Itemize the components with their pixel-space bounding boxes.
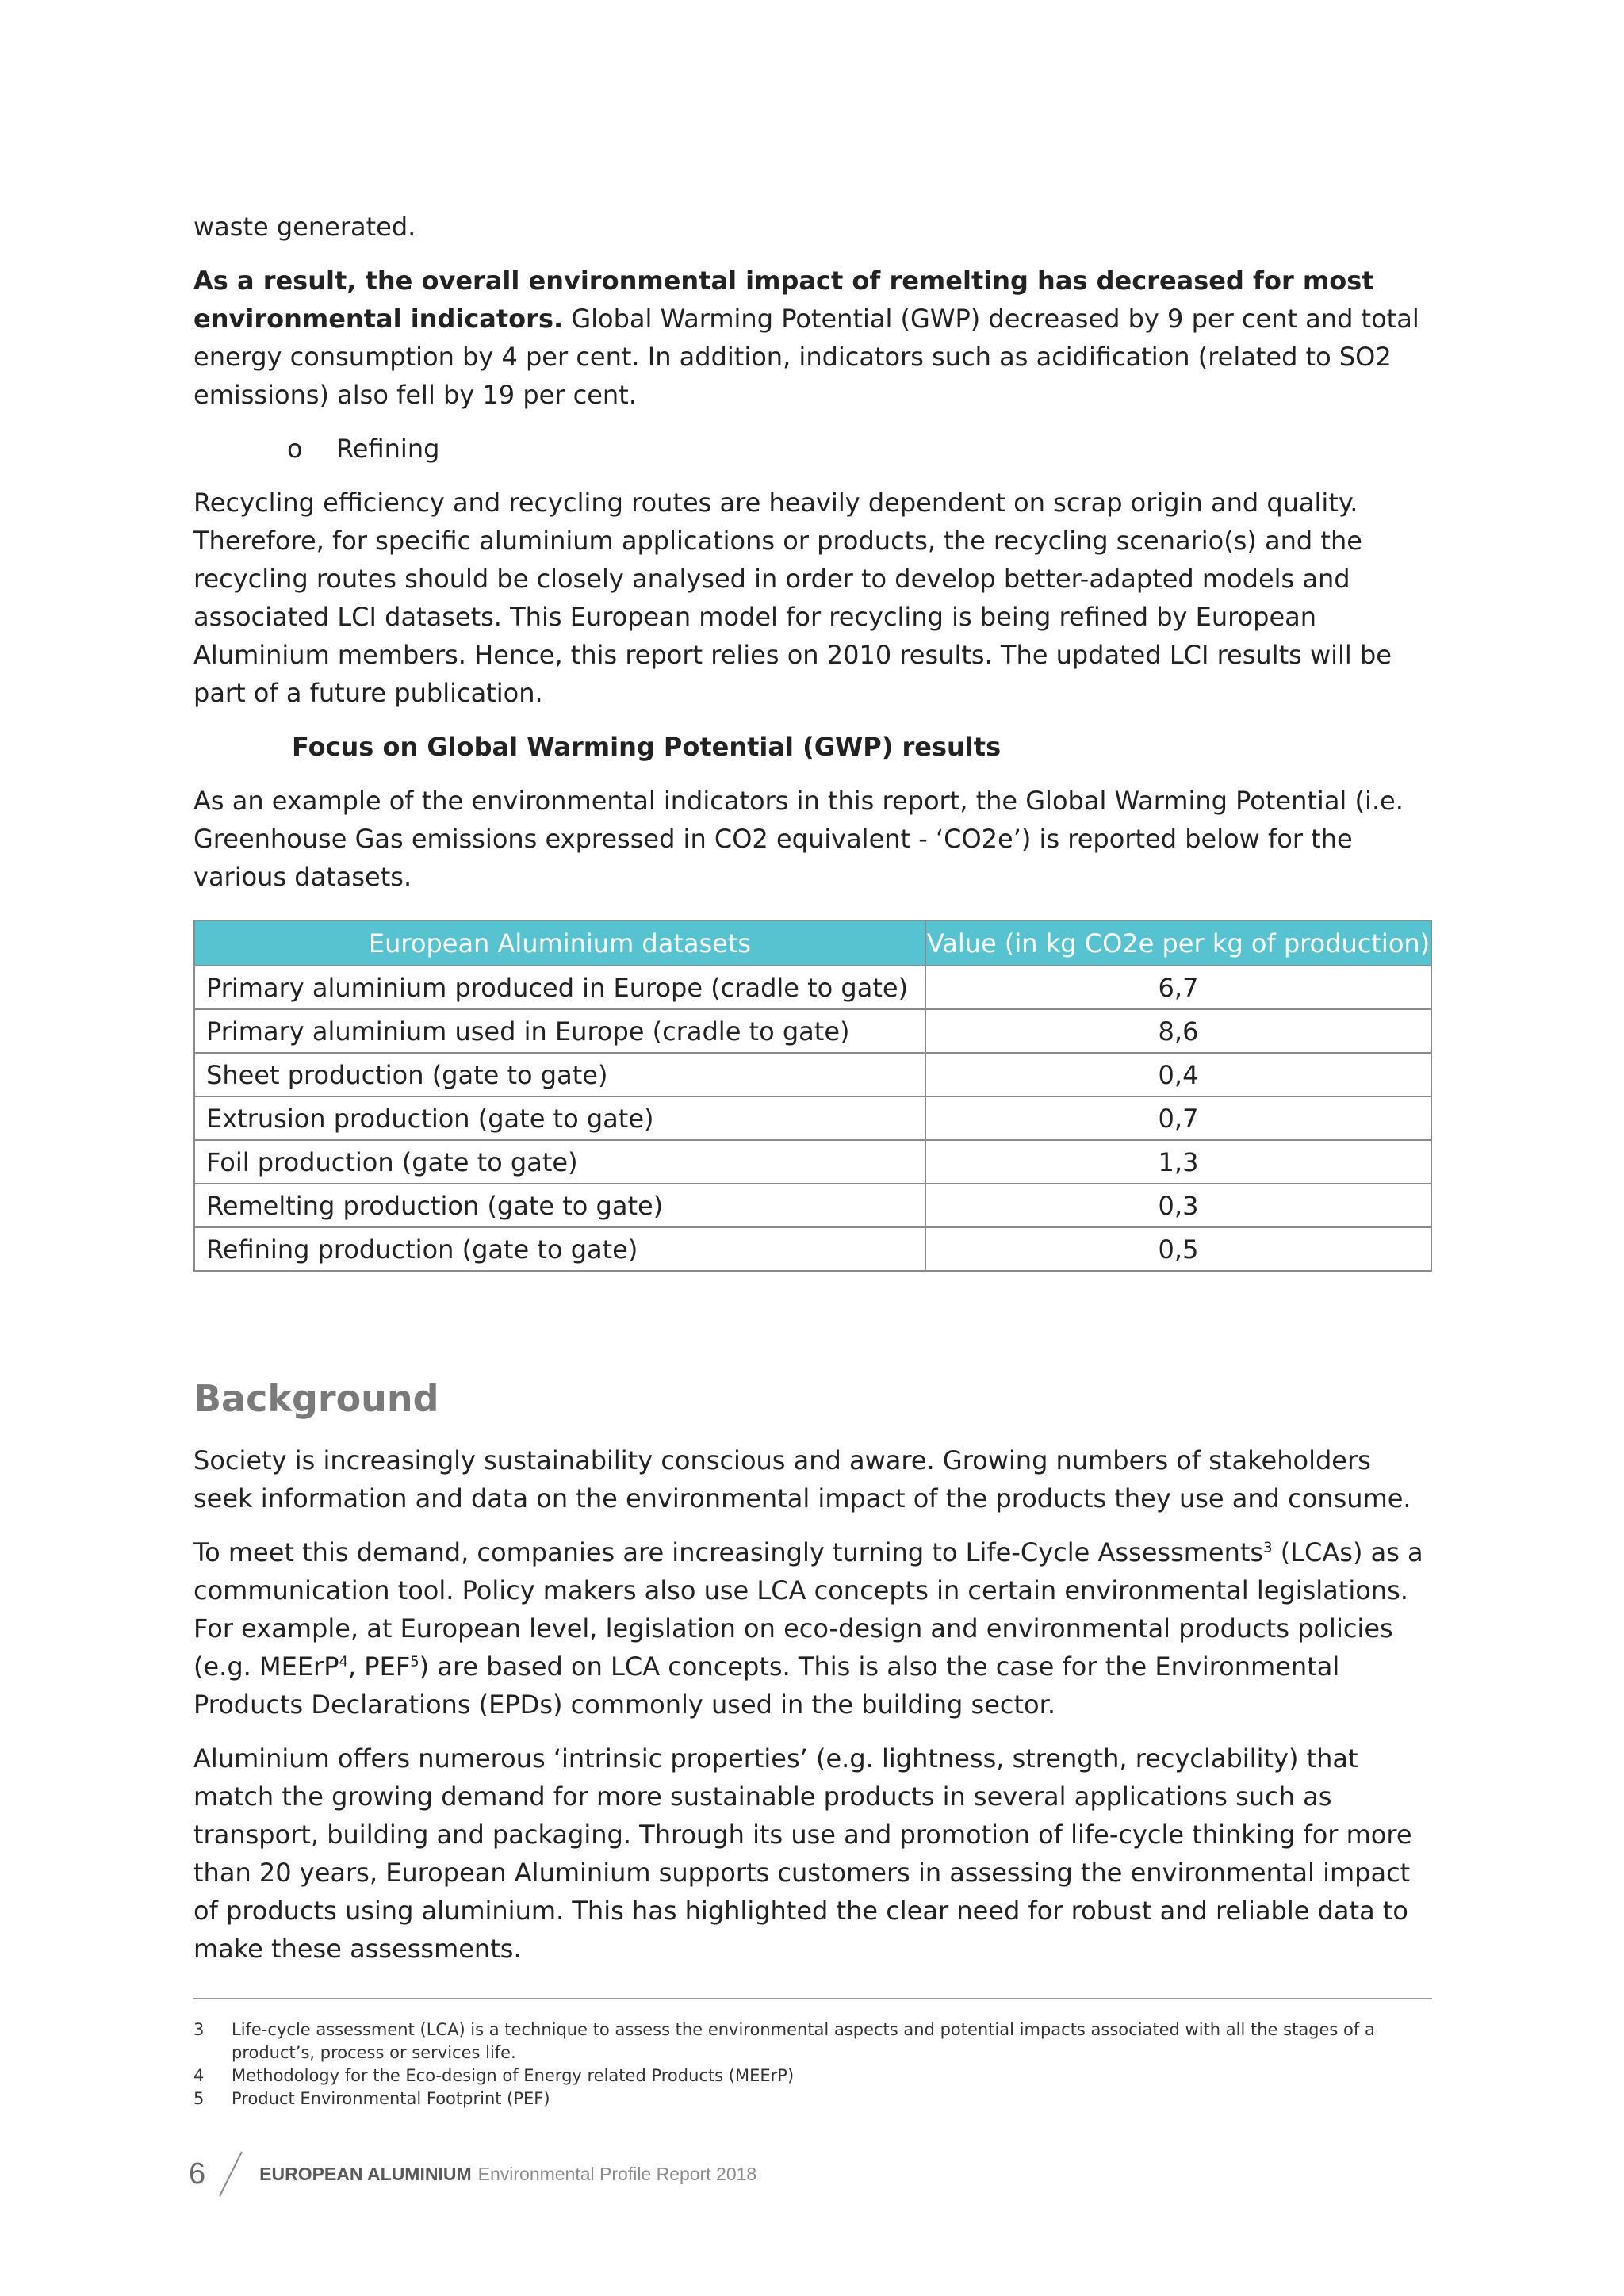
footnote-item bbox=[193, 2019, 1432, 2064]
page-number: 6 bbox=[189, 2156, 206, 2191]
table-cell-value: 0,5 bbox=[925, 1227, 1431, 1271]
paragraph-remelting-rest: Global Warming Potential (GWP) decreased by 9 per cent and total energy consumption by 4 per cent. In addition, indicators such as acidification (related to SO2 emissions) also fell by 19 per cent. bbox=[193, 304, 1419, 410]
table-cell-value: 6,7 bbox=[925, 966, 1431, 1009]
bullet-item-refining bbox=[193, 430, 1432, 468]
table-row bbox=[194, 1096, 1431, 1140]
page-footer bbox=[189, 2150, 756, 2198]
table-row bbox=[194, 1184, 1431, 1227]
table-cell-value: 1,3 bbox=[925, 1140, 1431, 1184]
table-header-value: Value (in kg CO2e per kg of production) bbox=[925, 920, 1431, 966]
paragraph-waste: waste generated. bbox=[193, 212, 416, 242]
footnote-text: Life-cycle assessment (LCA) is a technique to assess the environmental aspects and potential impacts associated with all the stages of a product’s, process or services life. bbox=[232, 2020, 1375, 2062]
table-header-datasets: European Aluminium datasets bbox=[194, 920, 925, 966]
footnote-number: 5 bbox=[193, 2089, 205, 2108]
paragraph-lca bbox=[193, 1533, 1432, 1724]
paragraph-lca-part-c: , PEF bbox=[347, 1651, 411, 1682]
footnote-ref-4: 4 bbox=[339, 1653, 348, 1670]
table-row bbox=[194, 1227, 1431, 1271]
table-row bbox=[194, 1009, 1431, 1053]
paragraph-lca-part-a: To meet this demand, companies are increasingly turning to Life-Cycle Assessments bbox=[193, 1537, 1264, 1567]
table-cell-dataset: Primary aluminium used in Europe (cradle to gate) bbox=[194, 1009, 925, 1053]
paragraph-lca-part-b: (LCAs) as a communication tool. Policy makers also use LCA concepts in certain environmental legislations. For example, at European level, legislation on eco-design and environmental products policies (e.g. MEErP bbox=[193, 1537, 1423, 1682]
table-row bbox=[194, 966, 1431, 1009]
footnote-number: 4 bbox=[193, 2066, 205, 2085]
table-row bbox=[194, 1053, 1431, 1096]
table-header-row bbox=[194, 920, 1431, 966]
table-cell-dataset: Extrusion production (gate to gate) bbox=[194, 1096, 925, 1140]
paragraph-gwp-example: As an example of the environmental indicators in this report, the Global Warming Potential (i.e. Greenhouse Gas emissions expressed in CO2 equivalent - ‘CO2e’) is reported below for the various datasets. bbox=[193, 786, 1404, 892]
table-cell-dataset: Sheet production (gate to gate) bbox=[194, 1053, 925, 1096]
bullet-marker: o bbox=[287, 434, 303, 464]
paragraph-society: Society is increasingly sustainability conscious and aware. Growing numbers of stakeholders seek information and data on the environmental impact of the products they use and consume. bbox=[193, 1445, 1411, 1513]
bullet-label: Refining bbox=[336, 434, 440, 464]
table-cell-dataset: Refining production (gate to gate) bbox=[194, 1227, 925, 1271]
table-row bbox=[194, 1140, 1431, 1184]
footer-report-title: Environmental Profile Report 2018 bbox=[477, 2163, 757, 2184]
footnote-item bbox=[193, 2064, 1432, 2087]
table-cell-dataset: Foil production (gate to gate) bbox=[194, 1140, 925, 1184]
table-cell-dataset: Primary aluminium produced in Europe (cradle to gate) bbox=[194, 966, 925, 1009]
table-cell-value: 0,3 bbox=[925, 1184, 1431, 1227]
table-cell-dataset: Remelting production (gate to gate) bbox=[194, 1184, 925, 1227]
table-cell-value: 8,6 bbox=[925, 1009, 1431, 1053]
paragraph-lca-part-d: ) are based on LCA concepts. This is also the case for the Environmental Products Declarations (EPDs) commonly used in the building sector. bbox=[193, 1651, 1340, 1720]
paragraph-remelting-result bbox=[193, 262, 1432, 414]
subheading-gwp: Focus on Global Warming Potential (GWP) results bbox=[292, 732, 1002, 762]
footer-brand: EUROPEAN ALUMINIUM bbox=[259, 2163, 472, 2184]
footnote-number: 3 bbox=[193, 2020, 205, 2039]
footnote-ref-5: 5 bbox=[410, 1653, 419, 1670]
table-cell-value: 0,7 bbox=[925, 1096, 1431, 1140]
footnote-text: Product Environmental Footprint (PEF) bbox=[232, 2089, 550, 2108]
paragraph-remelting-bold: As a result, the overall environmental impact of remelting has decreased for most environmental indicators. bbox=[193, 266, 1374, 334]
paragraph-recycling: Recycling efficiency and recycling routes are heavily dependent on scrap origin and quality. Therefore, for specific aluminium applications or products, the recycling scenario(s) and the recycling routes should be closely analysed in order to develop better-adapted models and associated LCI datasets. This European model for recycling is being refined by European Aluminium members. Hence, this report relies on 2010 results. The updated LCI results will be part of a future publication. bbox=[193, 488, 1392, 708]
footnote-ref-3: 3 bbox=[1263, 1539, 1273, 1556]
footnote-item bbox=[193, 2087, 1432, 2110]
footnote-divider bbox=[193, 1998, 1432, 1999]
section-heading-background: Background bbox=[193, 1377, 439, 1420]
footnote-text: Methodology for the Eco-design of Energy related Products (MEErP) bbox=[232, 2066, 795, 2085]
page-content bbox=[193, 208, 1432, 2110]
slash-divider-icon bbox=[215, 2150, 247, 2198]
gwp-table bbox=[193, 920, 1432, 1272]
table-cell-value: 0,4 bbox=[925, 1053, 1431, 1096]
paragraph-aluminium-properties: Aluminium offers numerous ‘intrinsic properties’ (e.g. lightness, strength, recyclability) that match the growing demand for more sustainable products in several applications such as transport, building and packaging. Through its use and promotion of life-cycle thinking for more than 20 years, European Aluminium supports customers in assessing the environmental impact of products using aluminium. This has highlighted the clear need for robust and reliable data to make these assessments. bbox=[193, 1743, 1412, 1964]
